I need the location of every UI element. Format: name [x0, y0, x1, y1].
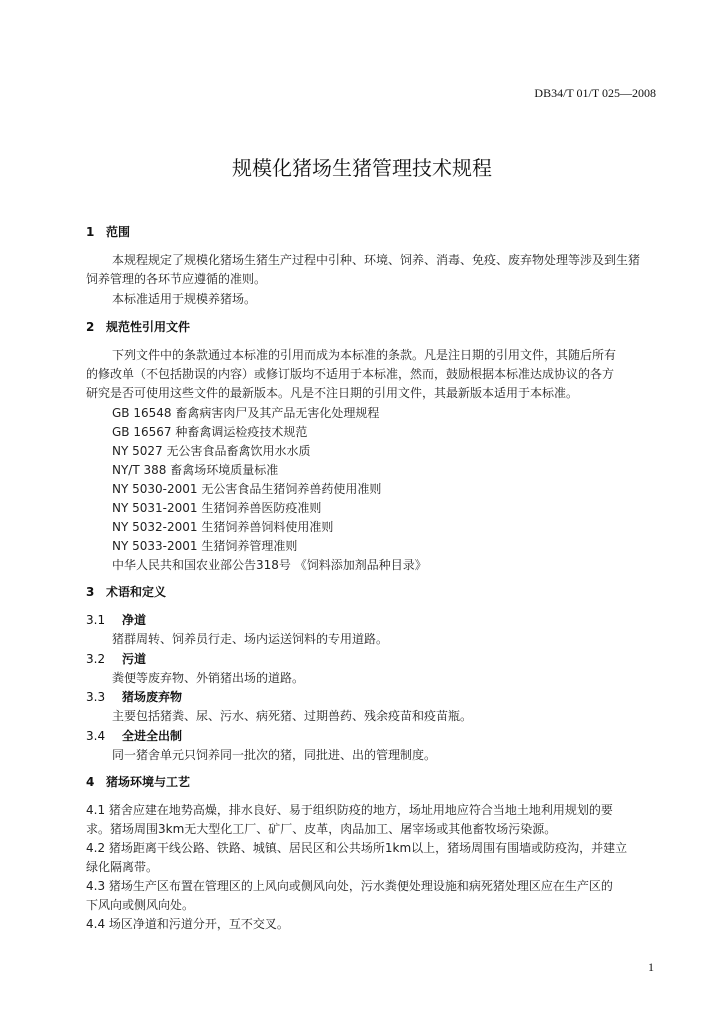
page-number: 1: [648, 960, 654, 974]
term-definition: 粪便等废弃物、外销猪出场的道路。: [112, 671, 305, 685]
term-name: 猪场废弃物: [122, 690, 183, 704]
term-3-4-heading: [86, 727, 182, 744]
clause-number: 3.3: [86, 690, 106, 704]
paragraph-line: 下列文件中的条款通过本标准的引用而成为本标准的条款。凡是注日期的引用文件，其随后所有: [112, 348, 617, 362]
section-number: 4: [86, 775, 95, 789]
paragraph-line: 的修改单（不包括勘误的内容）或修订版均不适用于本标准，然而，鼓励根据本标准达成协议的各方: [86, 367, 615, 381]
term-3-3-heading: [86, 688, 182, 705]
clause-number: 3.4: [86, 729, 106, 743]
term-definition: 主要包括猪粪、尿、污水、病死猪、过期兽药、残余疫苗和疫苗瓶。: [112, 709, 473, 723]
reference-item: GB 16548 畜禽病害肉尸及其产品无害化处理规程: [112, 406, 380, 420]
section-4-heading: [86, 773, 190, 790]
paragraph-line: 研究是否可使用这些文件的最新版本。凡是不注日期的引用文件，其最新版本适用于本标准。: [86, 386, 579, 400]
term-3-2-heading: [86, 650, 146, 667]
clause-4-2-line: 4.2 猪场距离干线公路、铁路、城镇、居民区和公共场所1km以上，猪场周围有围墙或防疫沟，并建立: [86, 841, 628, 855]
paragraph-line: 本标准适用于规模养猪场。: [112, 292, 257, 306]
term-name: 净道: [122, 613, 147, 627]
reference-item: NY 5030-2001 无公害食品生猪饲养兽药使用准则: [112, 482, 382, 496]
section-title: 范围: [106, 225, 131, 239]
clause-4-4-line: 4.4 场区净道和污道分开，互不交叉。: [86, 917, 289, 931]
paragraph-line: 饲养管理的各环节应遵循的准则。: [86, 272, 267, 286]
reference-item: GB 16567 种畜禽调运检疫技术规范: [112, 425, 308, 439]
clause-4-2-line: 绿化隔离带。: [86, 860, 159, 874]
reference-item: NY 5031-2001 生猪饲养兽医防疫准则: [112, 501, 322, 515]
clause-4-1-line: 求。猪场周围3km无大型化工厂、矿厂、皮革，肉品加工、屠宰场或其他畜牧场污染源。: [86, 822, 557, 836]
clause-4-1-line: 4.1 猪舍应建在地势高燥，排水良好、易于组织防疫的地方，场址用地应符合当地土地利用规划的要: [86, 803, 613, 817]
term-definition: 猪群周转、饲养员行走、场内运送饲料的专用道路。: [112, 632, 389, 646]
section-title: 猪场环境与工艺: [106, 775, 191, 789]
clause-number: 3.2: [86, 652, 106, 666]
section-2-heading: [86, 318, 190, 335]
paragraph-line: 本规程规定了规模化猪场生猪生产过程中引种、环境、饲养、消毒、免疫、废弃物处理等涉及到生猪: [112, 253, 641, 267]
section-1-heading: [86, 223, 130, 240]
clause-4-3-line: 下风向或侧风向处。: [86, 898, 195, 912]
reference-item: NY 5032-2001 生猪饲养兽饲料使用准则: [112, 520, 334, 534]
section-3-heading: [86, 583, 166, 600]
term-name: 污道: [122, 652, 147, 666]
section-number: 3: [86, 585, 95, 599]
term-3-1-heading: [86, 611, 146, 628]
clause-4-3-line: 4.3 猪场生产区布置在管理区的上风向或侧风向处，污水粪便处理设施和病死猪处理区应在生产区的: [86, 879, 613, 893]
term-name: 全进全出制: [122, 729, 183, 743]
reference-item: NY 5033-2001 生猪饲养管理准则: [112, 539, 298, 553]
document-title: 规模化猪场生猪管理技术规程: [232, 156, 492, 180]
section-number: 2: [86, 320, 95, 334]
section-number: 1: [86, 225, 95, 239]
section-title: 规范性引用文件: [106, 320, 191, 334]
clause-number: 3.1: [86, 613, 106, 627]
reference-item: NY/T 388 畜禽场环境质量标准: [112, 463, 279, 477]
reference-item: NY 5027 无公害食品畜禽饮用水水质: [112, 444, 311, 458]
section-title: 术语和定义: [106, 585, 167, 599]
document-code: DB34/T 01/T 025—2008: [534, 86, 656, 100]
term-definition: 同一猪舍单元只饲养同一批次的猪，同批进、出的管理制度。: [112, 748, 437, 762]
reference-item: 中华人民共和国农业部公告318号 《饲料添加剂品种目录》: [112, 558, 427, 572]
